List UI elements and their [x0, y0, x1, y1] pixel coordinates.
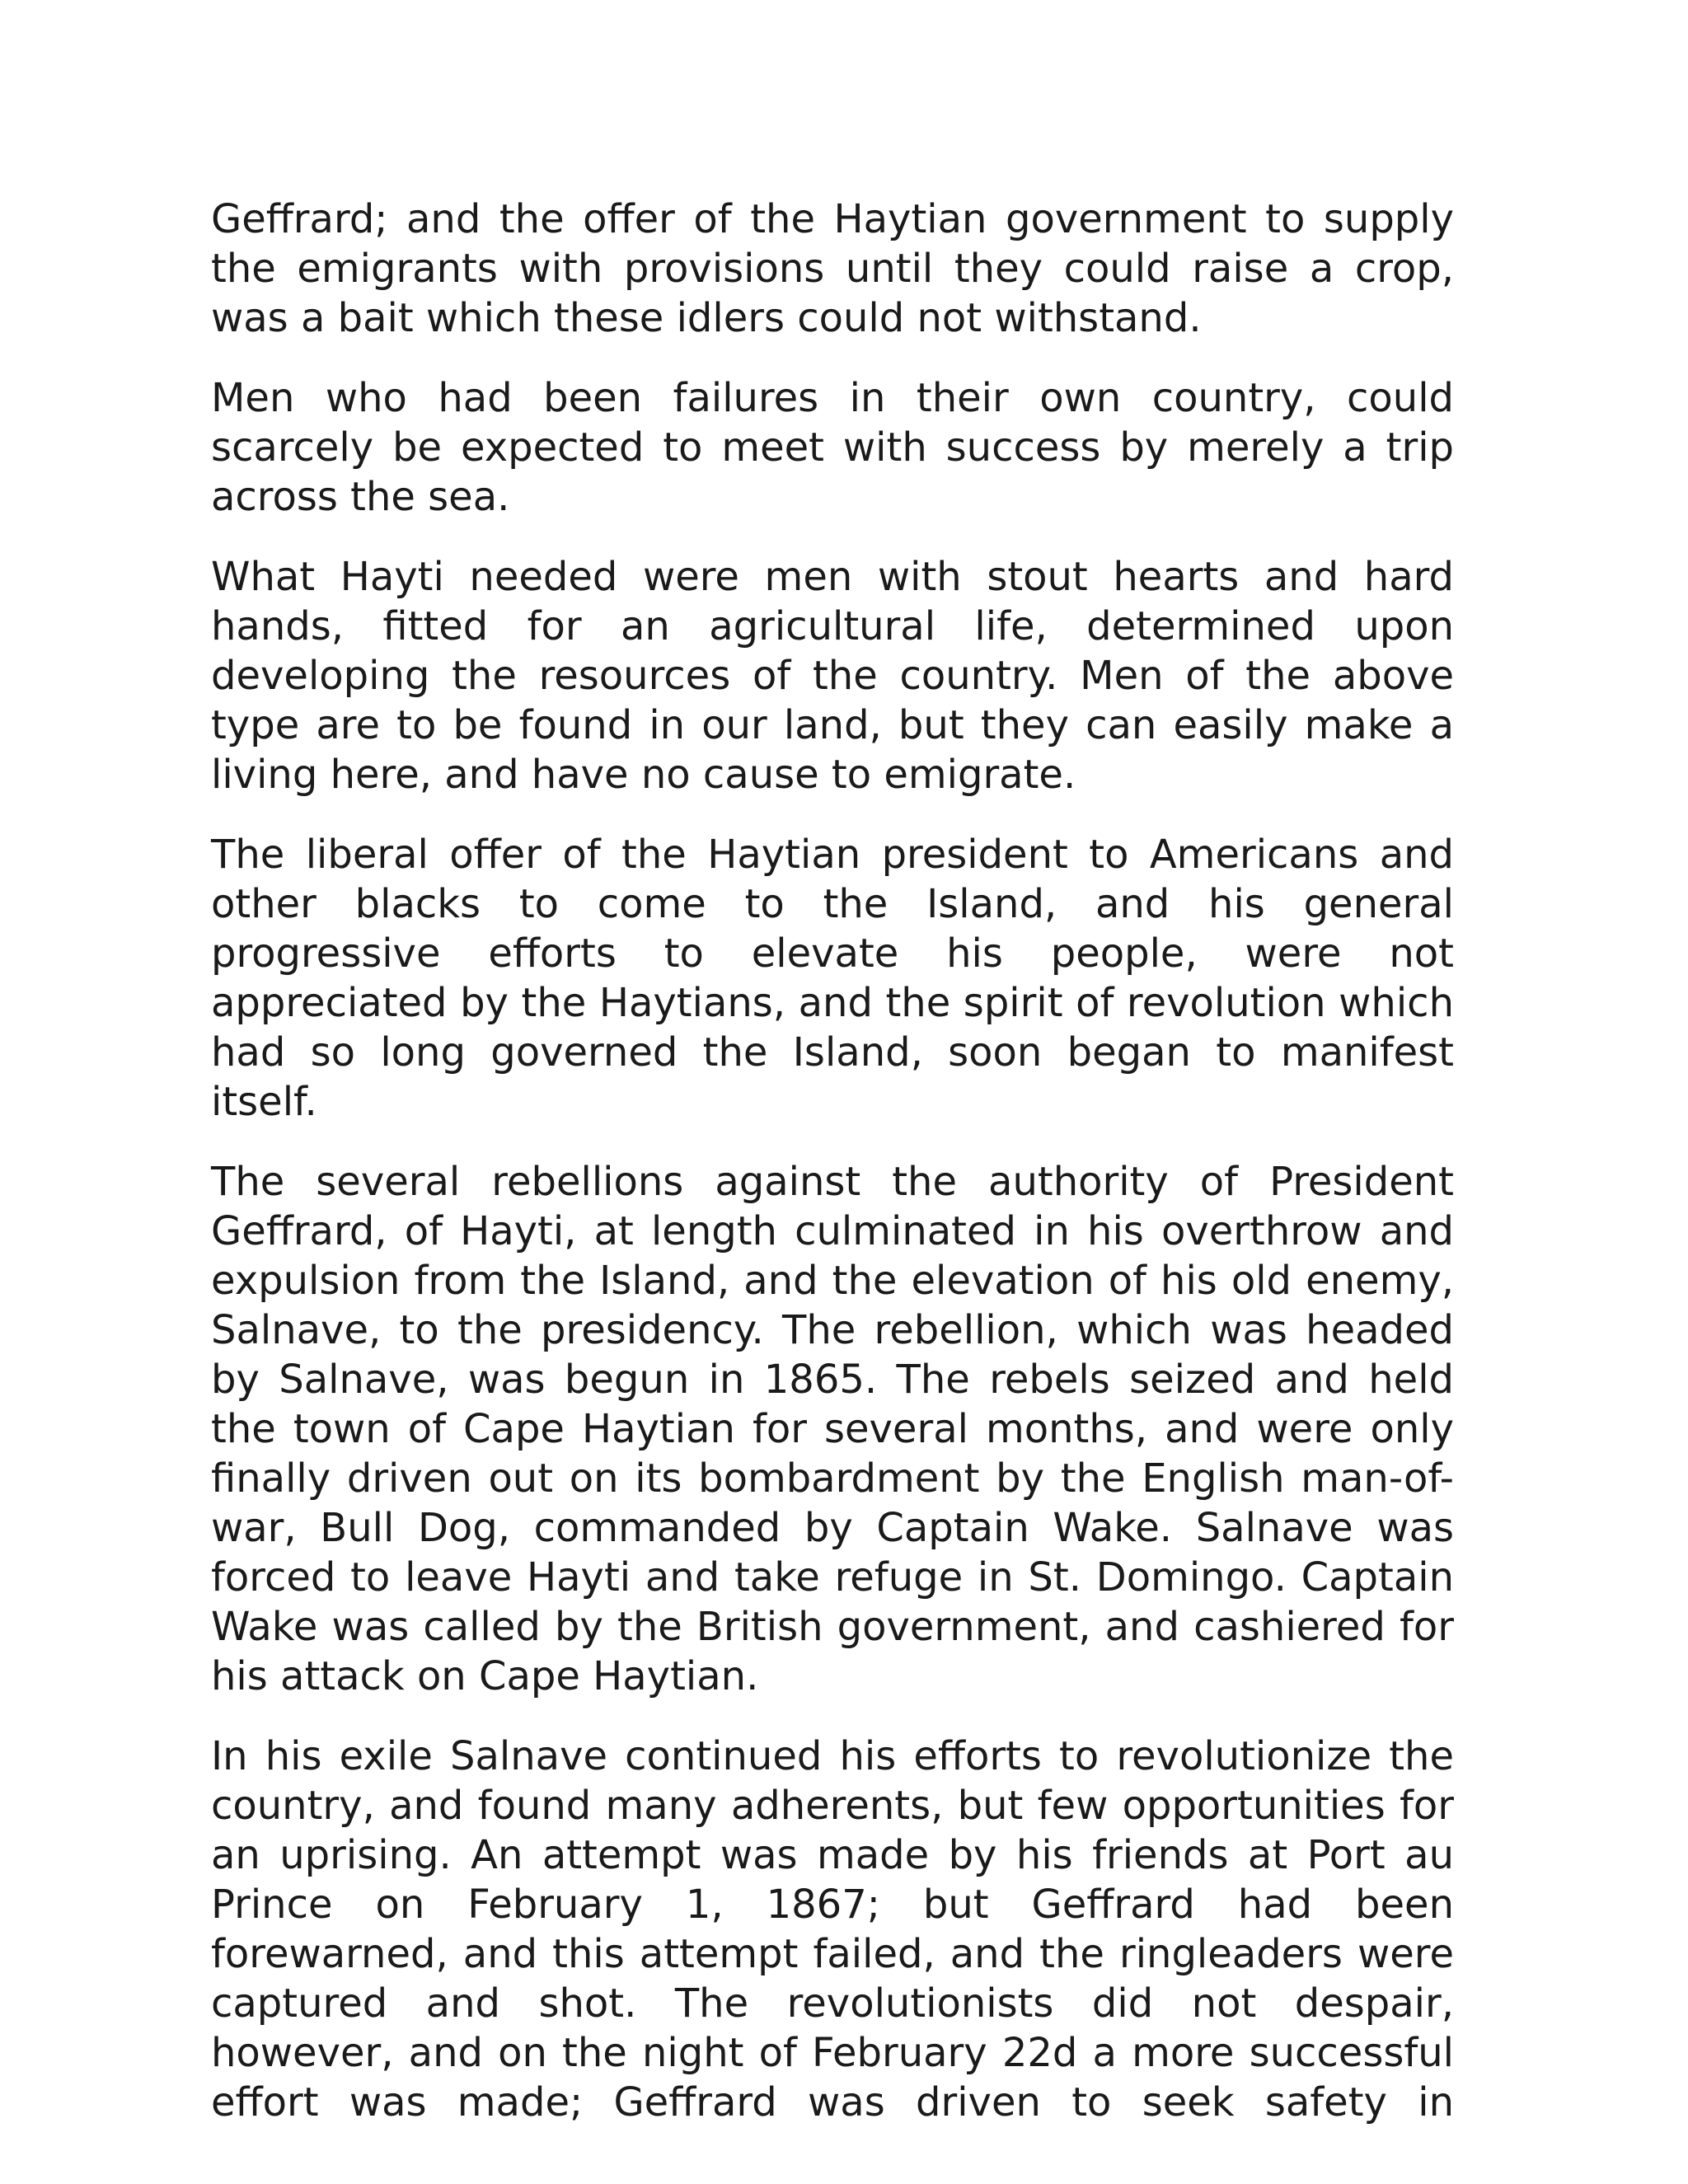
paragraph-5: The several rebellions against the authority of President Geffrard, of Hayti, at length culminated in his overthrow and expulsion from the Island, and the elevation of his old enemy, Salnave, to the presidency. The rebellion, which was headed by Salnave, was begun in 1865. The rebels seized and held the town of Cape Haytian for several months, and were only finally driven out on its bombardment by the English man-of-war, Bull Dog, commanded by Captain Wake. Salnave was forced to leave Hayti and take refuge in St. Domingo. Captain Wake was called by the British government, and cashiered for his attack on Cape Haytian.	[211, 1159, 1454, 1699]
body-text	[211, 194, 1454, 2127]
paragraph-1: Geffrard; and the offer of the Haytian government to supply the emigrants with provisions until they could raise a crop, was a bait which these idlers could not withstand.	[211, 196, 1454, 341]
paragraph-3: What Hayti needed were men with stout hearts and hard hands, fitted for an agricultural life, determined upon developing the resources of the country. Men of the above type are to be found in our land, but they can easily make a living here, and have no cause to emigrate.	[211, 554, 1454, 798]
paragraph-6: In his exile Salnave continued his efforts to revolutionize the country, and found many adherents, but few opportunities for an uprising. An attempt was made by his friends at Port au Prince on February 1, 1867; but Geffrard had been forewarned, and this attempt failed, and the ringleaders were captured and shot. The revolutionists did not despair, however, and on the night of February 22d a more successful effort was made; Geffrard was driven to seek safety in	[211, 1733, 1454, 2125]
paragraph-4: The liberal offer of the Haytian president to Americans and other blacks to come to the Island, and his general progressive efforts to elevate his people, were not appreciated by the Haytians, and the spirit of revolution which had so long governed the Island, soon began to manifest itself.	[211, 832, 1454, 1125]
paragraph-2: Men who had been failures in their own country, could scarcely be expected to meet with success by merely a trip across the sea.	[211, 375, 1454, 520]
